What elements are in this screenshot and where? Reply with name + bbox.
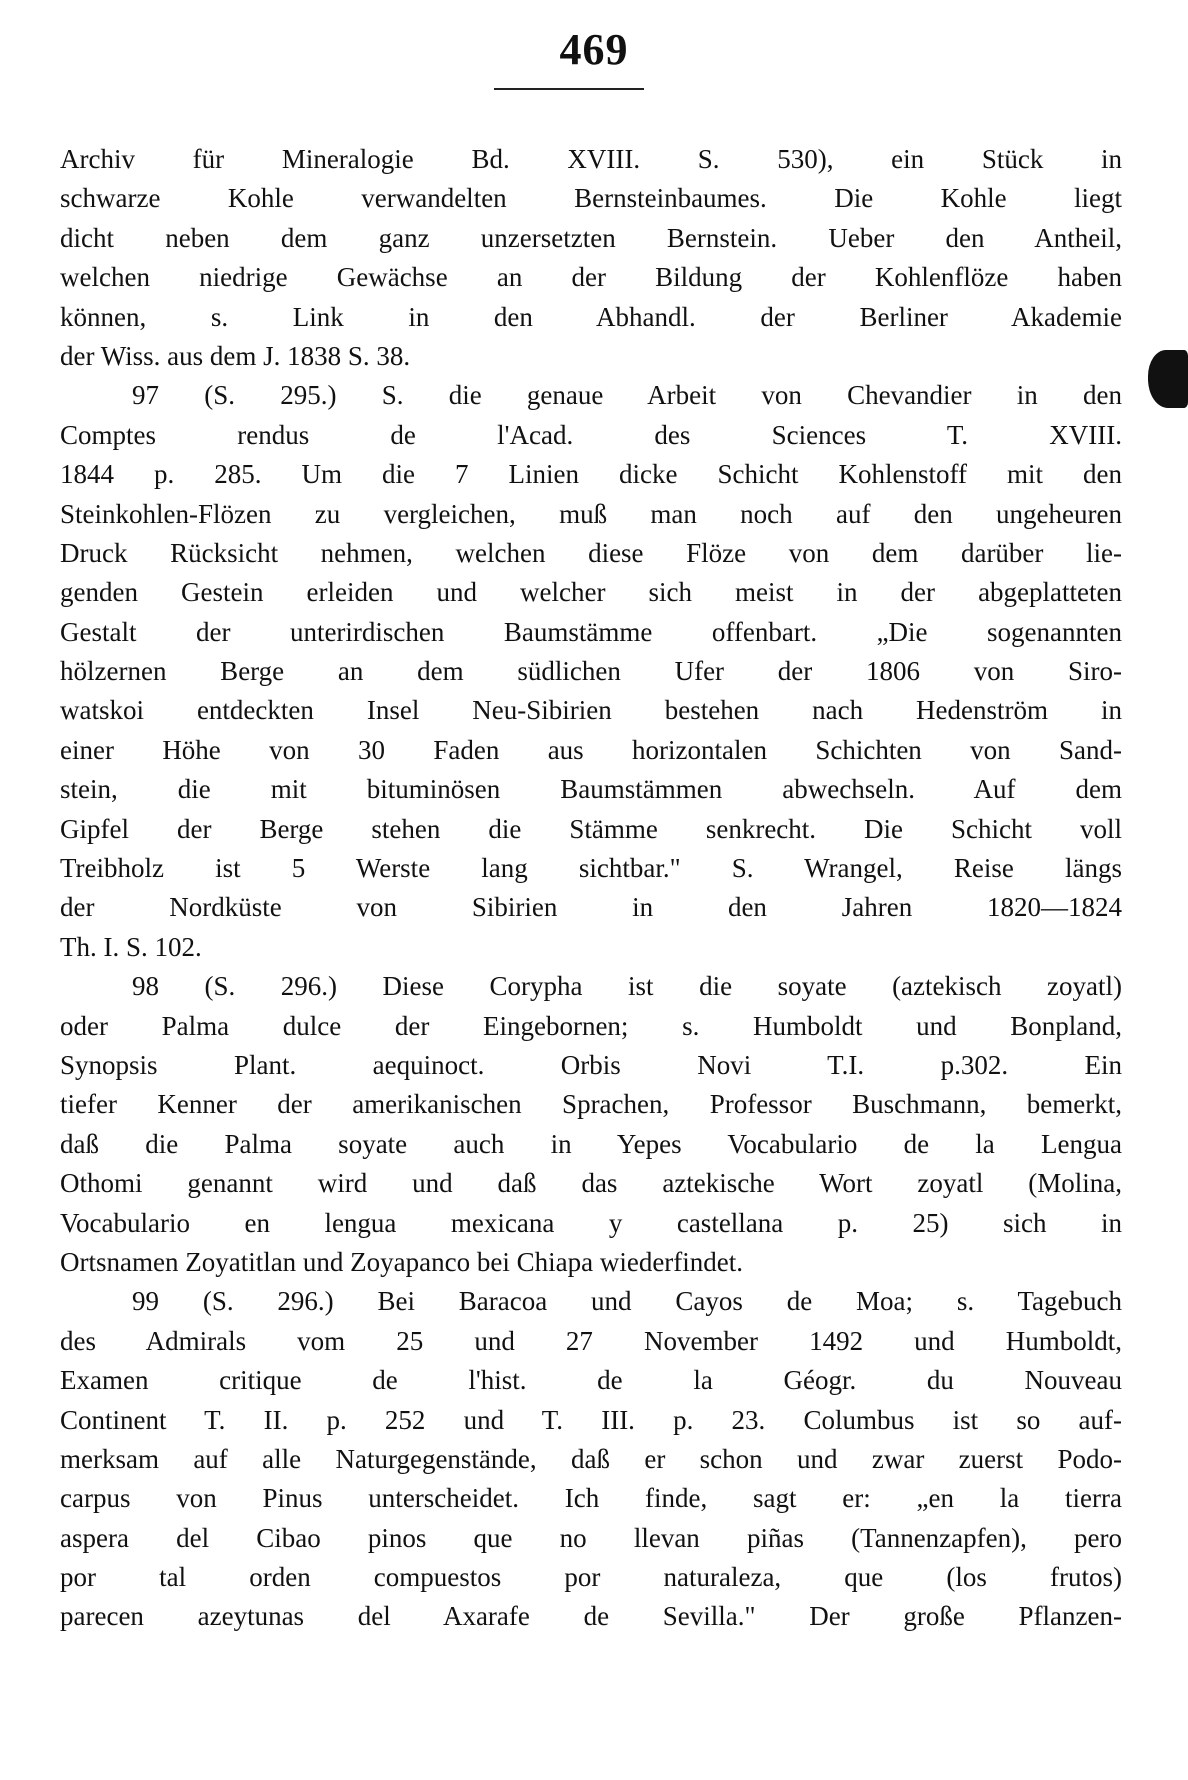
text-line: Druck Rücksicht nehmen, welchen diese Flöze von dem darüber lie- [60, 537, 1122, 568]
text-line: tiefer Kenner der amerikanischen Sprachen, Professor Buschmann, bemerkt, [60, 1089, 1122, 1120]
text-line: parecen azeytunas del Axarafe de Sevilla." Der große Pflanzen- [60, 1601, 1122, 1632]
text-line: aspera del Cibao pinos que no llevan piñas (Tannenzapfen), pero [60, 1522, 1122, 1553]
text-line: des Admirals vom 25 und 27 November 1492 und Humboldt, [60, 1325, 1122, 1356]
text-line: Ortsnamen Zoyatitlan und Zoyapanco bei Chiapa wiederfindet. [60, 1246, 744, 1277]
text-line: oder Palma dulce der Eingebornen; s. Humboldt und Bonpland, [60, 1010, 1122, 1041]
footnote-98-start: 98 (S. 296.) Diese Corypha ist die soyate (aztekisch zoyatl) [132, 971, 1122, 1002]
text-line: daß die Palma soyate auch in Yepes Vocabulario de la Lengua [60, 1128, 1122, 1159]
text-line: genden Gestein erleiden und welcher sich meist in der abgeplatteten [60, 577, 1122, 608]
text-line: por tal orden compuestos por naturaleza, que (los frutos) [60, 1562, 1122, 1593]
text-line: Examen critique de l'hist. de la Géogr. du Nouveau [60, 1365, 1122, 1396]
page-body [60, 140, 1122, 1637]
text-line: Othomi genannt wird und daß das aztekische Wort zoyatl (Molina, [60, 1168, 1122, 1199]
text-line: welchen niedrige Gewächse an der Bildung der Kohlenflöze haben [60, 262, 1122, 293]
page-number: 469 [559, 25, 629, 74]
text-line: können, s. Link in den Abhandl. der Berliner Akademie [60, 301, 1122, 332]
text-line: einer Höhe von 30 Faden aus horizontalen Schichten von Sand- [60, 734, 1122, 765]
text-line: Gipfel der Berge stehen die Stämme senkrecht. Die Schicht voll [60, 813, 1122, 844]
text-line: carpus von Pinus unterscheidet. Ich finde, sagt er: „en la tierra [60, 1483, 1122, 1514]
text-line: Steinkohlen-Flözen zu vergleichen, muß man noch auf den ungeheuren [60, 498, 1122, 529]
text-line: der Wiss. aus dem J. 1838 S. 38. [60, 340, 411, 371]
footnote-99-start: 99 (S. 296.) Bei Baracoa und Cayos de Moa; s. Tagebuch [132, 1286, 1122, 1317]
text-line: hölzernen Berge an dem südlichen Ufer der 1806 von Siro- [60, 656, 1122, 687]
text-line: Continent T. II. p. 252 und T. III. p. 23. Columbus ist so auf- [60, 1404, 1122, 1435]
text-line: Comptes rendus de l'Acad. des Sciences T. XVIII. [60, 419, 1122, 450]
text-line: dicht neben dem ganz unzersetzten Bernstein. Ueber den Antheil, [60, 222, 1122, 253]
text-line: watskoi entdeckten Insel Neu-Sibirien bestehen nach Hedenström in [60, 695, 1122, 726]
ink-blot [1148, 350, 1188, 408]
text-line: Th. I. S. 102. [60, 931, 202, 962]
text-line: der Nordküste von Sibirien in den Jahren 1820—1824 [60, 892, 1122, 923]
text-line: Treibholz ist 5 Werste lang sichtbar." S. Wrangel, Reise längs [60, 853, 1122, 884]
text-line: 1844 p. 285. Um die 7 Linien dicke Schicht Kohlenstoff mit den [60, 459, 1122, 490]
text-line: merksam auf alle Naturgegenstände, daß er schon und zwar zuerst Podo- [60, 1443, 1122, 1474]
text-line: Synopsis Plant. aequinoct. Orbis Novi T.I. p.302. Ein [60, 1049, 1122, 1080]
header-rule [494, 88, 644, 90]
text-line: Archiv für Mineralogie Bd. XVIII. S. 530), ein Stück in [60, 144, 1122, 174]
text-line: Gestalt der unterirdischen Baumstämme offenbart. „Die sogenannten [60, 616, 1122, 647]
text-line: stein, die mit bituminösen Baumstämmen abwechseln. Auf dem [60, 774, 1122, 805]
text-line: schwarze Kohle verwandelten Bernsteinbaumes. Die Kohle liegt [60, 183, 1122, 214]
text-line: Vocabulario en lengua mexicana y castellana p. 25) sich in [60, 1207, 1122, 1238]
footnote-97-start: 97 (S. 295.) S. die genaue Arbeit von Chevandier in den [132, 380, 1122, 411]
